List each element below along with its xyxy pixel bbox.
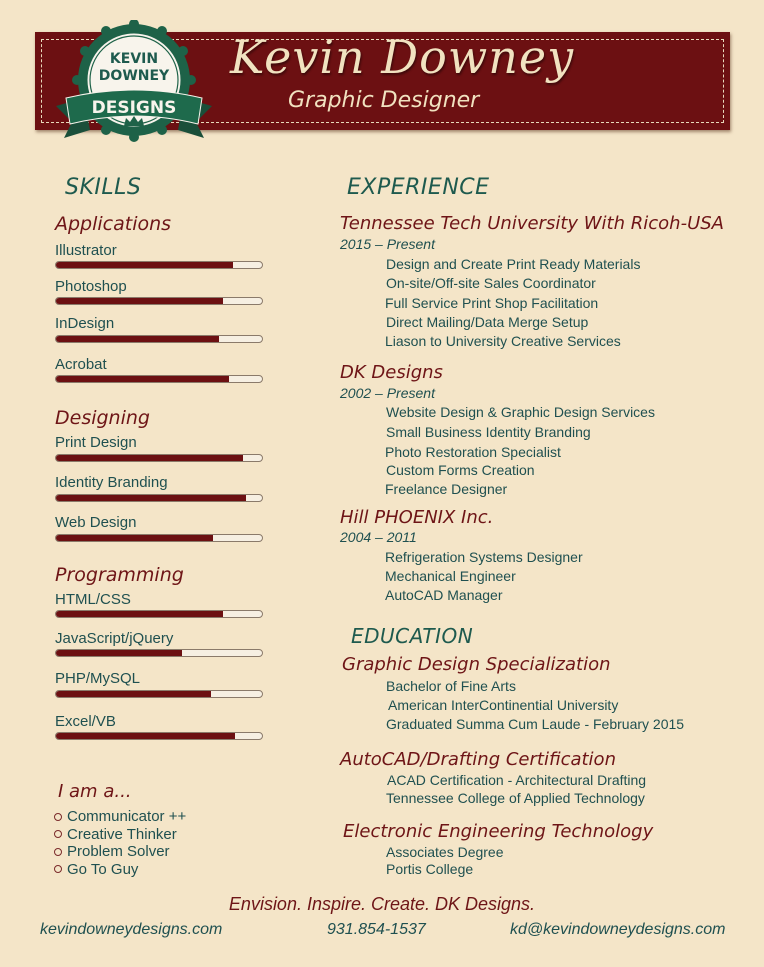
- edu-program: AutoCAD/Drafting Certification: [340, 749, 616, 770]
- skill-bar: [55, 690, 263, 698]
- skill-label: Illustrator: [55, 242, 117, 259]
- skill-bar: [55, 732, 263, 740]
- edu-detail: American InterContinential University: [388, 697, 619, 713]
- category-applications: Applications: [55, 213, 172, 235]
- resume-subtitle: Graphic Designer: [288, 88, 480, 113]
- skill-label: InDesign: [55, 315, 115, 332]
- edu-detail: Graduated Summa Cum Laude - February 2015: [386, 716, 685, 732]
- skill-bar-fill: [56, 455, 243, 461]
- education-heading: EDUCATION: [351, 624, 474, 648]
- logo-badge: [44, 20, 224, 155]
- job-duty: Direct Mailing/Data Merge Setup: [386, 314, 589, 330]
- circle-bullet-icon: [54, 813, 62, 821]
- footer-website-link[interactable]: kevindowneydesigns.com: [40, 921, 223, 938]
- list-item: Communicator ++: [54, 808, 186, 826]
- list-item: Go To Guy: [54, 861, 186, 879]
- skill-bar-fill: [56, 611, 223, 617]
- job-duty: Photo Restoration Specialist: [385, 444, 561, 460]
- footer-email-link[interactable]: kd@kevindowneydesigns.com: [510, 921, 726, 938]
- job-duty: Design and Create Print Ready Materials: [386, 256, 641, 272]
- skills-heading: SKILLS: [65, 175, 142, 200]
- experience-heading: EXPERIENCE: [347, 175, 490, 200]
- job-duty: Refrigeration Systems Designer: [385, 549, 583, 565]
- job-dates: 2015 – Present: [340, 236, 435, 252]
- skill-label: Photoshop: [55, 278, 127, 295]
- skill-bar: [55, 649, 263, 657]
- svg-text:DOWNEY: DOWNEY: [98, 68, 170, 84]
- job-duty: Freelance Designer: [385, 481, 508, 497]
- skill-bar: [55, 335, 263, 343]
- skill-bar-fill: [56, 262, 233, 268]
- svg-text:DESIGNS: DESIGNS: [91, 98, 177, 118]
- svg-text:KEVIN: KEVIN: [109, 51, 159, 67]
- skill-label: JavaScript/jQuery: [55, 630, 174, 647]
- job-duty: Liason to University Creative Services: [385, 333, 621, 349]
- skill-label: PHP/MySQL: [55, 670, 141, 687]
- job-company: DK Designs: [340, 362, 443, 383]
- list-item: Creative Thinker: [54, 826, 186, 844]
- edu-detail: Associates Degree: [386, 844, 504, 860]
- category-designing: Designing: [55, 407, 150, 429]
- skill-label: Acrobat: [55, 356, 107, 373]
- skill-bar: [55, 261, 263, 269]
- skill-bar: [55, 534, 263, 542]
- circle-bullet-icon: [54, 830, 62, 838]
- edu-detail: ACAD Certification - Architectural Drafting: [387, 772, 647, 788]
- job-company: Tennessee Tech University With Ricoh-USA: [340, 213, 724, 234]
- footer-phone[interactable]: 931.854-1537: [327, 921, 426, 938]
- job-duty: Mechanical Engineer: [385, 568, 516, 584]
- job-duty: AutoCAD Manager: [385, 587, 503, 603]
- job-duty: Custom Forms Creation: [386, 462, 535, 478]
- edu-detail: Bachelor of Fine Arts: [386, 678, 516, 694]
- skill-bar: [55, 375, 263, 383]
- skill-bar-fill: [56, 336, 219, 342]
- job-duty: Website Design & Graphic Design Services: [386, 404, 655, 420]
- skill-bar: [55, 494, 263, 502]
- skill-bar: [55, 454, 263, 462]
- job-duty: On-site/Off-site Sales Coordinator: [386, 275, 596, 291]
- skill-bar: [55, 297, 263, 305]
- edu-detail: Portis College: [386, 861, 474, 877]
- job-dates: 2004 – 2011: [340, 529, 417, 545]
- edu-program: Graphic Design Specialization: [342, 654, 611, 675]
- edu-detail: Tennessee College of Applied Technology: [386, 790, 645, 806]
- job-duty: Full Service Print Shop Facilitation: [385, 295, 599, 311]
- skill-label: Print Design: [55, 434, 137, 451]
- circle-bullet-icon: [54, 848, 62, 856]
- circle-bullet-icon: [54, 865, 62, 873]
- job-dates: 2002 – Present: [340, 385, 435, 401]
- skill-label: Excel/VB: [55, 713, 116, 730]
- skill-bar-fill: [56, 495, 246, 501]
- iama-heading: I am a...: [58, 781, 132, 802]
- skill-bar-fill: [56, 650, 182, 656]
- skill-bar-fill: [56, 535, 213, 541]
- skill-bar-fill: [56, 376, 229, 382]
- list-item: Problem Solver: [54, 843, 186, 861]
- skill-bar: [55, 610, 263, 618]
- iama-list: [54, 808, 186, 878]
- resume-name: Kevin Downey: [230, 30, 575, 84]
- edu-program: Electronic Engineering Technology: [343, 821, 654, 842]
- skill-bar-fill: [56, 691, 211, 697]
- footer-tagline: Envision. Inspire. Create. DK Designs.: [228, 894, 536, 914]
- skill-label: HTML/CSS: [55, 591, 131, 608]
- skill-label: Identity Branding: [55, 474, 168, 491]
- skill-bar-fill: [56, 298, 223, 304]
- skill-label: Web Design: [55, 514, 137, 531]
- category-programming: Programming: [55, 564, 184, 586]
- skill-bar-fill: [56, 733, 235, 739]
- job-duty: Small Business Identity Branding: [386, 424, 591, 440]
- job-company: Hill PHOENIX Inc.: [340, 507, 494, 528]
